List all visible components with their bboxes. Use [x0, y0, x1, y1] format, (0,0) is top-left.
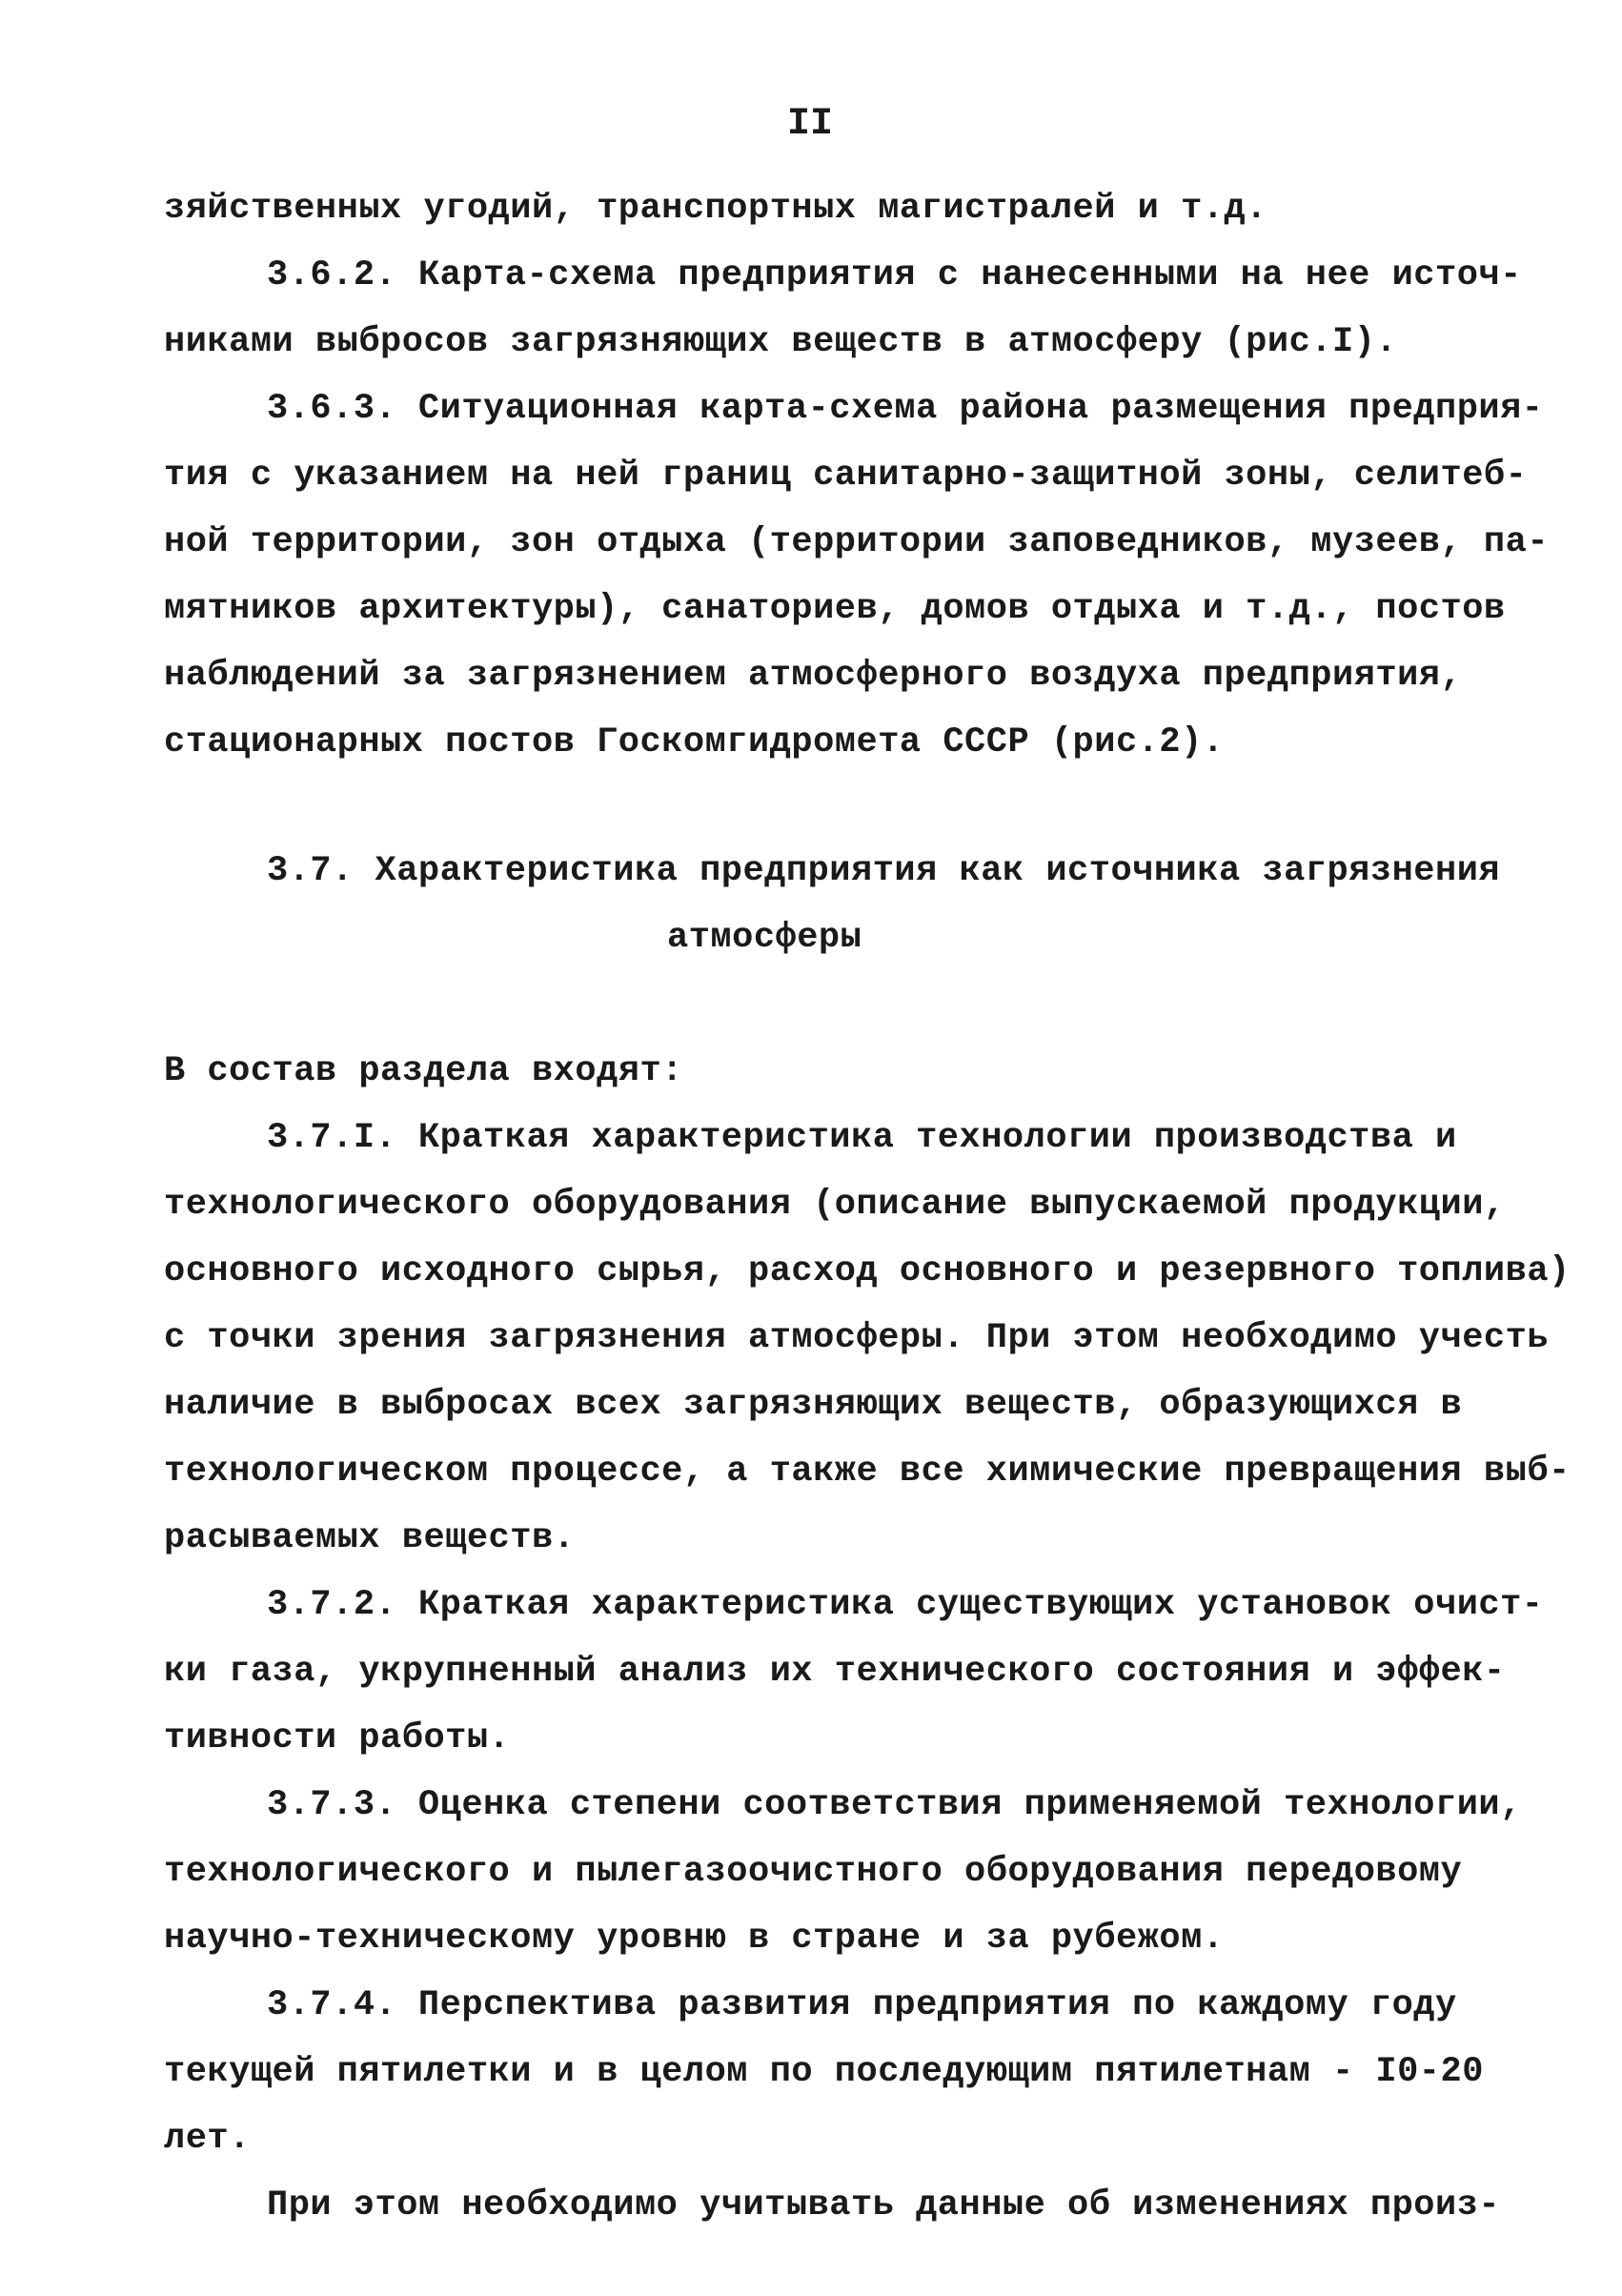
text-line: В состав раздела входят: — [164, 1051, 683, 1091]
text-line: 3.7.2. Краткая характеристика существующих установок очист- — [267, 1585, 1544, 1625]
text-line: текущей пятилетки и в целом по последующим пятилетнам - I0-20 — [164, 2052, 1484, 2092]
text-line: 3.6.2. Карта-схема предприятия с нанесенными на нее источ- — [267, 255, 1522, 295]
text-line: ки газа, укрупненный анализ их технического состояния и эффек- — [164, 1652, 1506, 1692]
text-line: 3.7.I. Краткая характеристика технологии производства и — [267, 1118, 1457, 1158]
page-number: II — [787, 103, 834, 146]
text-line: стационарных постов Госкомгидромета СССР (рис.2). — [164, 722, 1225, 762]
text-line: наблюдений за загрязнением атмосферного воздуха предприятия, — [164, 656, 1463, 696]
text-line: технологического оборудования (описание выпускаемой продукции, — [164, 1185, 1506, 1225]
text-line: технологическом процессе, а также все химические превращения выб- — [164, 1452, 1571, 1492]
text-line: зяйственных угодий, транспортных магистралей и т.д. — [164, 189, 1267, 229]
section-heading: 3.7. Характеристика предприятия как источника загрязнения — [267, 851, 1501, 891]
text-line: тия с указанием на ней границ санитарно-защитной зоны, селитеб- — [164, 456, 1528, 496]
text-line: лет. — [164, 2119, 251, 2159]
text-line: При этом необходимо учитывать данные об изменениях произ- — [267, 2185, 1501, 2225]
text-line: 3.7.3. Оценка степени соответствия применяемой технологии, — [267, 1785, 1522, 1825]
text-line: технологического и пылегазоочистного оборудования передовому — [164, 1852, 1463, 1892]
text-line: никами выбросов загрязняющих веществ в атмосферу (рис.I). — [164, 322, 1398, 362]
text-line: 3.7.4. Перспектива развития предприятия по каждому году — [267, 1985, 1457, 2025]
text-line: научно-техническому уровню в стране и за рубежом. — [164, 1919, 1225, 1959]
text-line: наличие в выбросах всех загрязняющих веществ, образующихся в — [164, 1385, 1463, 1425]
text-line: расываемых веществ. — [164, 1518, 576, 1558]
section-heading-continued: атмосферы — [667, 918, 862, 958]
text-line: основного исходного сырья, расход основного и резервного топлива) — [164, 1251, 1571, 1291]
text-line: тивности работы. — [164, 1718, 511, 1758]
text-line: мятников архитектуры), санаториев, домов отдыха и т.д., постов — [164, 589, 1506, 629]
text-line: ной территории, зон отдыха (территории заповедников, музеев, па- — [164, 522, 1550, 562]
text-line: с точки зрения загрязнения атмосферы. При этом необходимо учесть — [164, 1318, 1550, 1358]
text-line: 3.6.3. Ситуационная карта-схема района размещения предприя- — [267, 389, 1544, 429]
